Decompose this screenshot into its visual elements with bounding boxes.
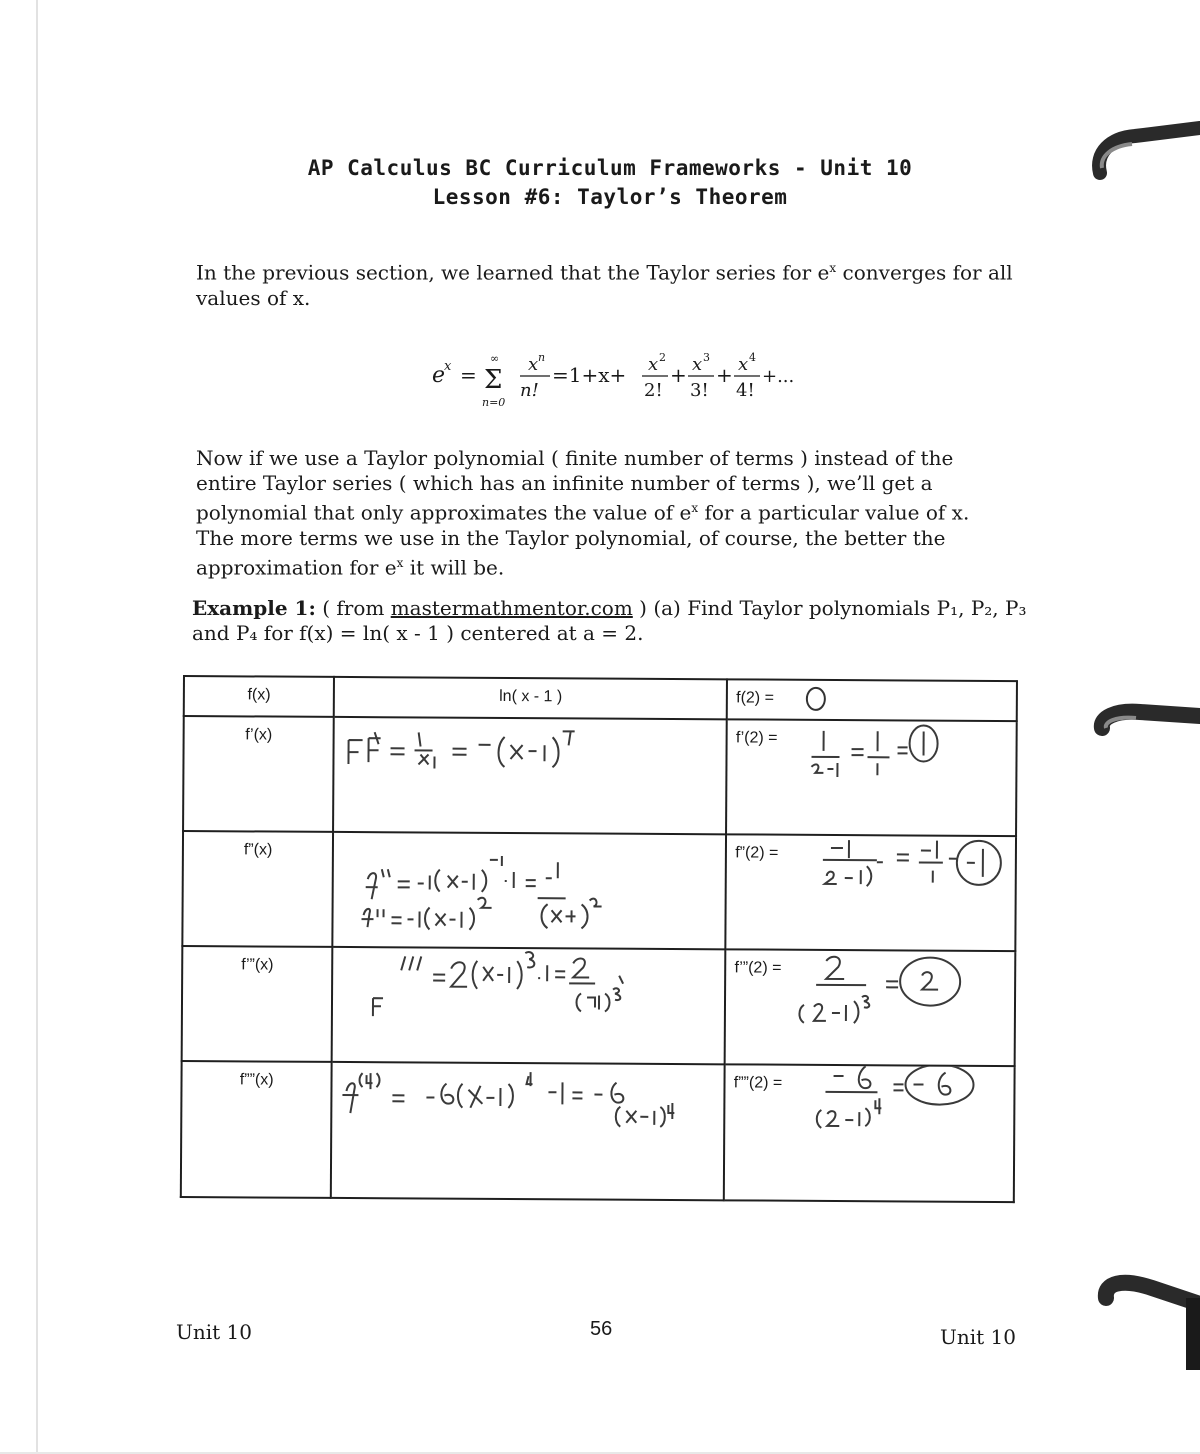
page-number: 56 (590, 1318, 613, 1340)
handwritten-f4-work (332, 1063, 723, 1195)
formula-den2: 2! (644, 380, 663, 401)
lesson-header-line1: AP Calculus BC Curriculum Frameworks - Unit 10 (307, 156, 913, 180)
formula-lhs: e (432, 363, 446, 388)
binder-ring-bottom (1092, 1268, 1200, 1378)
formula-eq: = (460, 363, 477, 387)
example-1-prompt: Example 1: ( from mastermathmentor.com ) (a) Find Taylor polynomials P₁, P₂, P₃ and P₄ for f(x) = ln( x - 1 ) centered at a = 2. (192, 596, 1027, 645)
formula-plus-b: + (716, 363, 733, 387)
handwritten-f1-work (334, 718, 725, 830)
formula-sum-lower: n=0 (482, 396, 506, 409)
handwritten-f2-value (727, 835, 1013, 947)
formula-term-den: n! (520, 380, 539, 401)
formula-den3: 3! (690, 380, 709, 401)
value-label-f2-2: f”(2) = (735, 844, 779, 862)
exp-taylor-series-formula (430, 348, 830, 410)
formula-x2: x (648, 354, 659, 375)
value-label-f4-2: f””(2) = (733, 1074, 783, 1092)
formula-x3: x (692, 354, 703, 375)
formula-term-num-exp: n (538, 351, 546, 364)
row-label-f1: f’(x) (245, 726, 273, 744)
formula-den4: 4! (736, 380, 755, 401)
intro-paragraph: In the previous section, we learned that the Taylor series for $e^x$ converges for all values of x. (196, 260, 1013, 310)
derivatives-table (180, 675, 1018, 1203)
example-label: Example 1: (192, 596, 316, 620)
lesson-header-line2: Lesson #6: Taylor’s Theorem (432, 185, 788, 209)
footer-right: Unit 10 (940, 1325, 1016, 1349)
row-label-f4: f””(x) (239, 1071, 274, 1089)
formula-exp4: 4 (749, 351, 756, 364)
footer-left: Unit 10 (176, 1320, 252, 1344)
handwritten-f2-work (334, 833, 725, 945)
formula-plus-a: + (670, 363, 687, 387)
table-row (181, 1061, 1015, 1202)
formula-sigma: Σ (484, 365, 503, 395)
row-label-f2: f”(x) (243, 841, 273, 859)
source-link[interactable]: mastermathmentor.com (390, 596, 633, 620)
value-label-f1-2: f’(2) = (735, 729, 778, 747)
value-label-f2: f(2) = (736, 689, 775, 707)
handwritten-f3-value (726, 950, 1012, 1062)
table-row (182, 831, 1016, 951)
formula-sum-upper: ∞ (490, 352, 500, 365)
table-row (183, 716, 1017, 836)
table-header-row (184, 676, 1017, 721)
formula-x4: x (738, 354, 749, 375)
formula-exp2: 2 (659, 351, 666, 364)
page-edge (36, 0, 38, 1454)
handwritten-f1-value (727, 720, 1013, 832)
formula-term-num: x (528, 354, 539, 375)
formula-lhs-exp: x (444, 359, 452, 374)
approximation-paragraph: Now if we use a Taylor polynomial ( finite number of terms ) instead of the entire Taylor series ( which has an infinite number of terms ), we’ll get a polynomial that only approximates the value of $e^x$ for a particular value of x. The more terms we use in the Taylor polynomial, of course, the better the approximation for $e^x$ it will be. (196, 446, 970, 580)
row-label-f3: f’”(x) (241, 956, 274, 974)
row-label-f: f(x) (247, 686, 271, 704)
formula-expansion-start: =1+x+ (552, 363, 627, 387)
function-expression: ln( x - 1 ) (499, 687, 563, 706)
formula-tail: +... (762, 366, 795, 387)
handwritten-f3-work (333, 948, 724, 1060)
table-row (182, 946, 1016, 1066)
binder-ring-middle (1090, 698, 1200, 758)
value-label-f3-2: f’”(2) = (734, 959, 782, 977)
handwritten-f4-value (725, 1065, 1011, 1197)
handwritten-f2-value (728, 680, 1008, 720)
formula-exp3: 3 (703, 351, 710, 364)
